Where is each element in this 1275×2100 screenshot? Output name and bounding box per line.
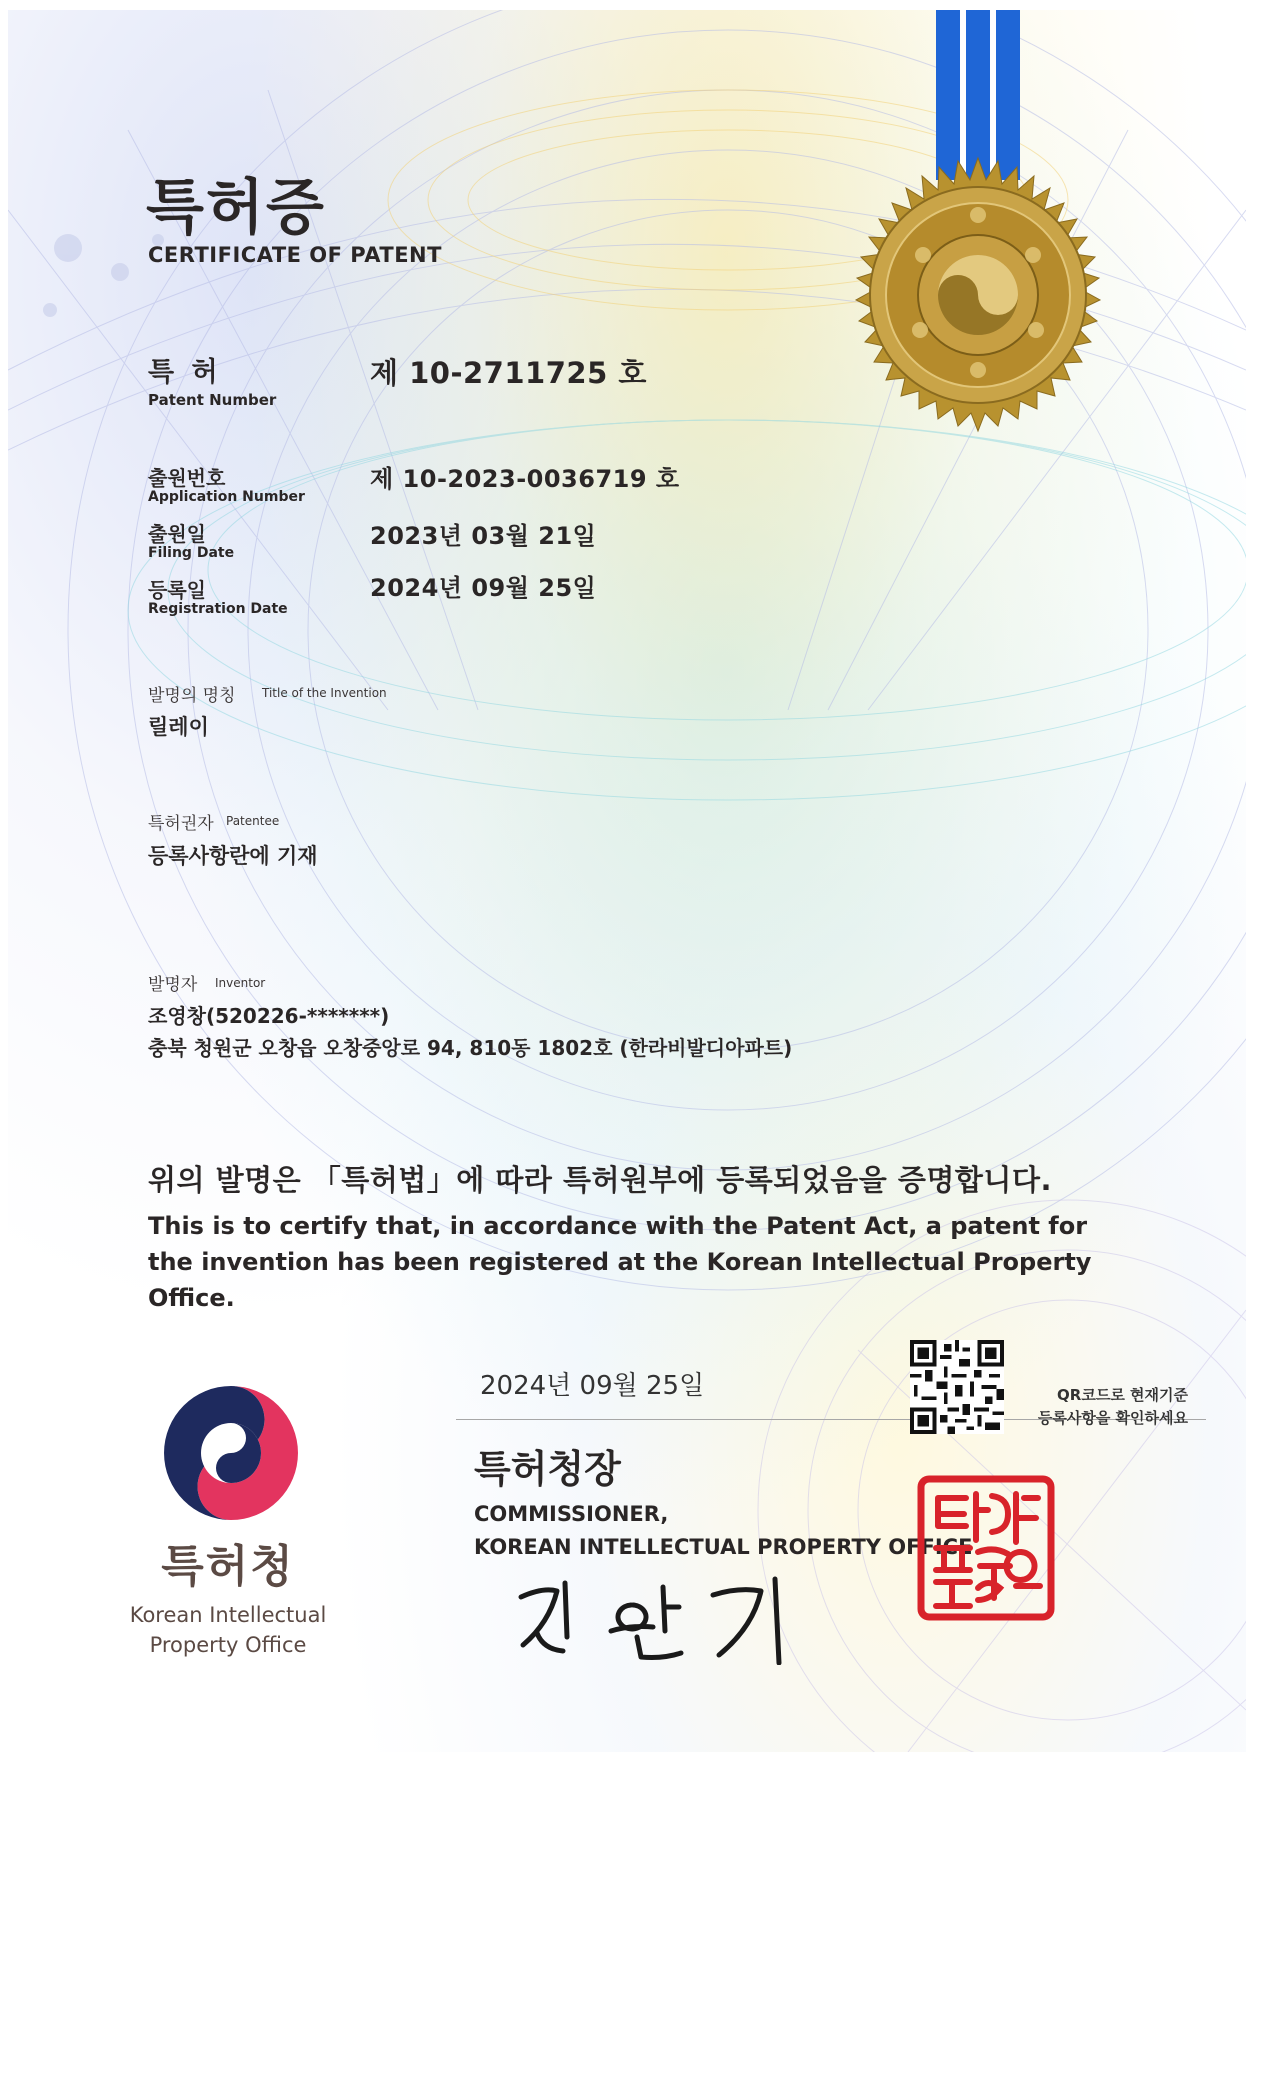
commissioner-title-ko: 특허청장 xyxy=(474,1447,621,1491)
commissioner-title-en xyxy=(474,1498,972,1564)
official-seal-stamp xyxy=(916,1474,1056,1622)
certification-statement-en: This is to certify that, in accordance with the Patent Act, a patent for the invention has been registered at the Korean Intellectual Property Office. xyxy=(148,1212,1092,1312)
filing-date-value: 2023년 03월 21일 xyxy=(370,522,597,550)
registration-date-label-ko: 등록일 xyxy=(148,578,206,602)
filing-date-label-en: Filing Date xyxy=(148,545,235,561)
certification-statement-ko: 위의 발명은 「특허법」에 따라 특허원부에 등록되었음을 증명합니다. xyxy=(148,1163,1052,1197)
registration-date-value: 2024년 09월 25일 xyxy=(370,574,597,602)
inventor-label-ko: 발명자 xyxy=(148,975,198,995)
certificate-sheet xyxy=(8,10,1246,1752)
registration-date-label-en: Registration Date xyxy=(148,601,288,617)
application-number-label-ko: 출원번호 xyxy=(148,466,226,490)
patentee-label-en: Patentee xyxy=(226,814,280,828)
kipo-logo-name-en xyxy=(108,1600,348,1660)
commissioner-signature xyxy=(513,1575,813,1665)
application-number-label-en: Application Number xyxy=(148,489,305,505)
kipo-logo-name-en-line2: Property Office xyxy=(149,1633,307,1657)
kipo-logo-name-en-line1: Korean Intellectual xyxy=(129,1603,327,1627)
qr-note-line2: 등록사항을 확인하세요 xyxy=(1037,1409,1188,1427)
invention-title-label-en: Title of the Invention xyxy=(262,686,387,700)
filing-date-label-ko: 출원일 xyxy=(148,522,206,546)
patent-number-label-ko: 특 허 xyxy=(148,357,222,388)
inventor-name: 조영창(520226-*******) xyxy=(148,1004,390,1028)
qr-note-line1: QR코드로 현재기준 xyxy=(1057,1386,1188,1404)
qr-note xyxy=(1008,1384,1188,1430)
certificate-title-en: CERTIFICATE OF PATENT xyxy=(148,243,442,267)
invention-title-label-ko: 발명의 명칭 xyxy=(148,686,236,706)
commissioner-title-en-line2: KOREAN INTELLECTUAL PROPERTY OFFICE xyxy=(474,1535,973,1559)
issue-date: 2024년 09월 25일 xyxy=(480,1371,705,1401)
inventor-label-en: Inventor xyxy=(215,976,266,990)
invention-title-value: 릴레이 xyxy=(148,715,209,739)
qr-code-icon[interactable] xyxy=(910,1340,1004,1434)
inventor-address: 충북 청원군 오창읍 오창중앙로 94, 810동 1802호 (한라비발디아파트) xyxy=(148,1036,793,1060)
certificate-title-ko: 특허증 xyxy=(146,173,326,243)
application-number-value: 제 10-2023-0036719 호 xyxy=(370,465,680,493)
patentee-value: 등록사항란에 기재 xyxy=(148,844,318,868)
patentee-label-ko: 특허권자 xyxy=(148,814,214,834)
patent-number-value: 제 10-2711725 호 xyxy=(370,356,647,390)
patent-number-label-en: Patent Number xyxy=(148,391,277,409)
gold-seal-medal-icon xyxy=(828,10,1138,470)
taegeuk-logo-icon xyxy=(156,1378,306,1528)
kipo-logo-name-ko: 특허청 xyxy=(161,1541,295,1592)
commissioner-title-en-line1: COMMISSIONER, xyxy=(474,1502,669,1526)
